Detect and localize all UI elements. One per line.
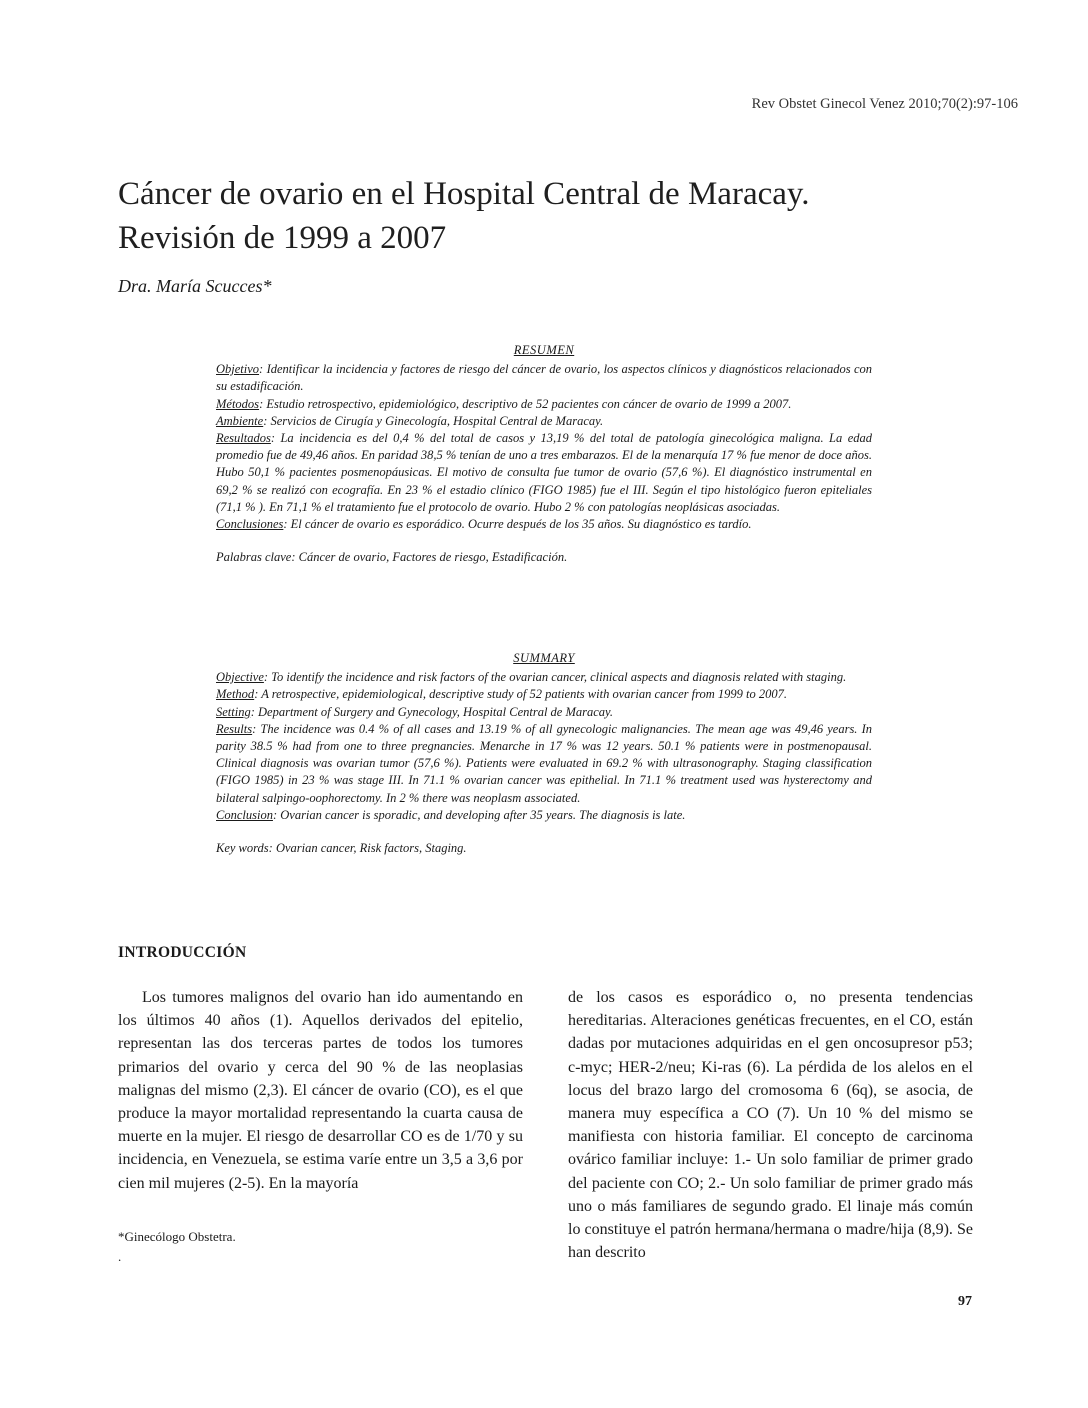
article-title: [118, 172, 998, 260]
body-paragraph-left: Los tumores malignos del ovario han ido aumentando en los últimos 40 años (1). Aquellos derivados del epitelio, representan las dos terceras partes de todos los tumores primarios del ovario y cerca del 90 % de las neoplasias malignas del mismo (2,3). El cáncer de ovario (CO), es el que produce la mayor mortalidad representando la cuarta causa de muerte en la mujer. El riesgo de desarrollar CO es de 1/70 y su incidencia, en Venezuela, se estima varíe entre un 3,5 a 3,6 por cien mil mujeres (2-5). En la mayoría: [118, 989, 523, 1192]
resumen-conclusiones: [216, 516, 872, 533]
summary-method-text: : A retrospective, epidemiological, descriptive study of 52 patients with ovarian cancer from 1999 to 2007.: [254, 687, 787, 702]
body-column-right: [568, 986, 973, 1264]
footnote-affiliation: *Ginecólogo Obstetra.: [118, 1229, 236, 1244]
resumen-metodos: [216, 396, 872, 413]
summary-objective-label: Objective: [216, 670, 264, 685]
resumen-metodos-text: : Estudio retrospectivo, epidemiológico, descriptivo de 52 pacientes con cáncer de ovario de 1999 a 2007.: [259, 396, 792, 411]
summary-setting-label: Setting: [216, 704, 251, 719]
summary-method: [216, 686, 872, 703]
summary-conclusion-text: : Ovarian cancer is sporadic, and developing after 35 years. The diagnosis is late.: [272, 807, 686, 822]
running-head: Rev Obstet Ginecol Venez 2010;70(2):97-106: [751, 96, 1018, 112]
summary-block: [216, 650, 872, 857]
summary-setting: [216, 704, 872, 721]
page-number: 97: [958, 1294, 972, 1309]
resumen-keywords: Palabras clave: Cáncer de ovario, Factores de riesgo, Estadificación.: [216, 550, 568, 565]
resumen-resultados-text: : La incidencia es del 0,4 % del total de casos y 13,19 % del total de patología ginecológica maligna. La edad promedio fue de 49,46 años. En paridad 38,5 % tenían de uno a tres embarazos. El de la menarquía 17 % fue menor de doce años. Hubo 50,1 % pacientes posmenopáusicas. El motivo de consulta fue tumor de ovario (57,6 %). El diagnóstico instrumental en 69,2 % se realizó con ecografía. En 23 % el estadio clínico (FIGO 1985) fue el III. Según el tipo histológico fueron epiteliales (71,1 % ). En 71,1 % el tratamiento fue el protocolo de ovario. Hubo 2 % con patologías neoplásicas asociadas.: [216, 431, 872, 514]
summary-results: [216, 721, 872, 807]
resumen-resultados-label: Resultados: [216, 431, 271, 446]
summary-objective-text: : To identify the incidence and risk factors of the ovarian cancer, clinical aspects and diagnosis related with staging.: [263, 670, 847, 685]
resumen-ambiente: [216, 413, 872, 430]
summary-objective: [216, 669, 872, 686]
author-name: Dra. María Scucces*: [118, 276, 272, 296]
resumen-objetivo-label: Objetivo: [216, 362, 260, 377]
summary-setting-text: : Department of Surgery and Gynecology, Hospital Central de Maracay.: [250, 704, 614, 719]
footnote-mark: .: [118, 1249, 122, 1264]
resumen-conclusiones-text: : El cáncer de ovario es esporádico. Ocurre después de los 35 años. Su diagnóstico es tardío.: [283, 517, 752, 532]
resumen-metodos-label: Métodos: [216, 396, 260, 411]
title-line-2: Revisión de 1999 a 2007: [118, 220, 447, 256]
section-heading-introduccion: INTRODUCCIÓN: [118, 944, 247, 961]
summary-method-label: Method: [216, 687, 255, 702]
body-paragraph-right: de los casos es esporádico o, no presenta tendencias hereditarias. Alteraciones genéticas frecuentes, en el CO, están dadas por mutaciones adquiridas en el gen oncosupresor p53; c-myc; HER-2/neu; Ki-ras (6). La pérdida de los alelos en el locus del brazo largo del cromosoma 6 (6q), se asocia, de manera muy específica a CO (7). Un 10 % del mismo se manifiesta con historia familiar. El concepto de carcinoma ovárico familiar incluye: 1.- Un solo familiar de primer grado del paciente con CO; 2.- Un solo familiar de primer grado más uno o más familiares de segundo grado. El linaje más común lo constituye el patrón hermana/hermana o madre/hija (8,9). Se han descrito: [568, 989, 973, 1262]
title-line-1: Cáncer de ovario en el Hospital Central de Maracay.: [118, 176, 810, 212]
body-column-left: [118, 986, 523, 1195]
resumen-resultados: [216, 430, 872, 516]
resumen-ambiente-text: : Servicios de Cirugía y Ginecología, Hospital Central de Maracay.: [263, 413, 604, 428]
summary-keywords: Key words: Ovarian cancer, Risk factors, Staging.: [216, 841, 467, 856]
resumen-block: [216, 342, 872, 566]
resumen-ambiente-label: Ambiente: [216, 413, 264, 428]
summary-results-label: Results: [216, 721, 253, 736]
resumen-objetivo-text: : Identificar la incidencia y factores de riesgo del cáncer de ovario, los aspectos clínicos y diagnósticos relacionados con su estadificación.: [216, 362, 872, 394]
resumen-heading: RESUMEN: [513, 343, 575, 357]
footnote: [118, 1227, 236, 1267]
summary-heading: SUMMARY: [513, 651, 575, 665]
summary-conclusion: [216, 807, 872, 824]
resumen-objetivo: [216, 361, 872, 395]
summary-results-text: : The incidence was 0.4 % of all cases and 13.19 % of all gynecologic malignancies. The mean age was 49,46 years. In parity 38.5 % had from one to three pregnancies. Menarche in 17 % was 12 years. 50.1 % patients were in postmenopausal. Clinical diagnosis was ovarian tumor (57,6 %). Patients were evaluated in 69.2 % with ultrasonography. Staging classification (FIGO 1985) in 23 % was stage III. In 71.1 % ovarian cancer was epithelial. In 71.1 % treatment used was hysterectomy and bilateral salpingo-oophorectomy. In 2 % there was neoplasm associated.: [216, 721, 872, 805]
summary-conclusion-label: Conclusion: [216, 807, 273, 822]
resumen-conclusiones-label: Conclusiones: [216, 517, 284, 532]
